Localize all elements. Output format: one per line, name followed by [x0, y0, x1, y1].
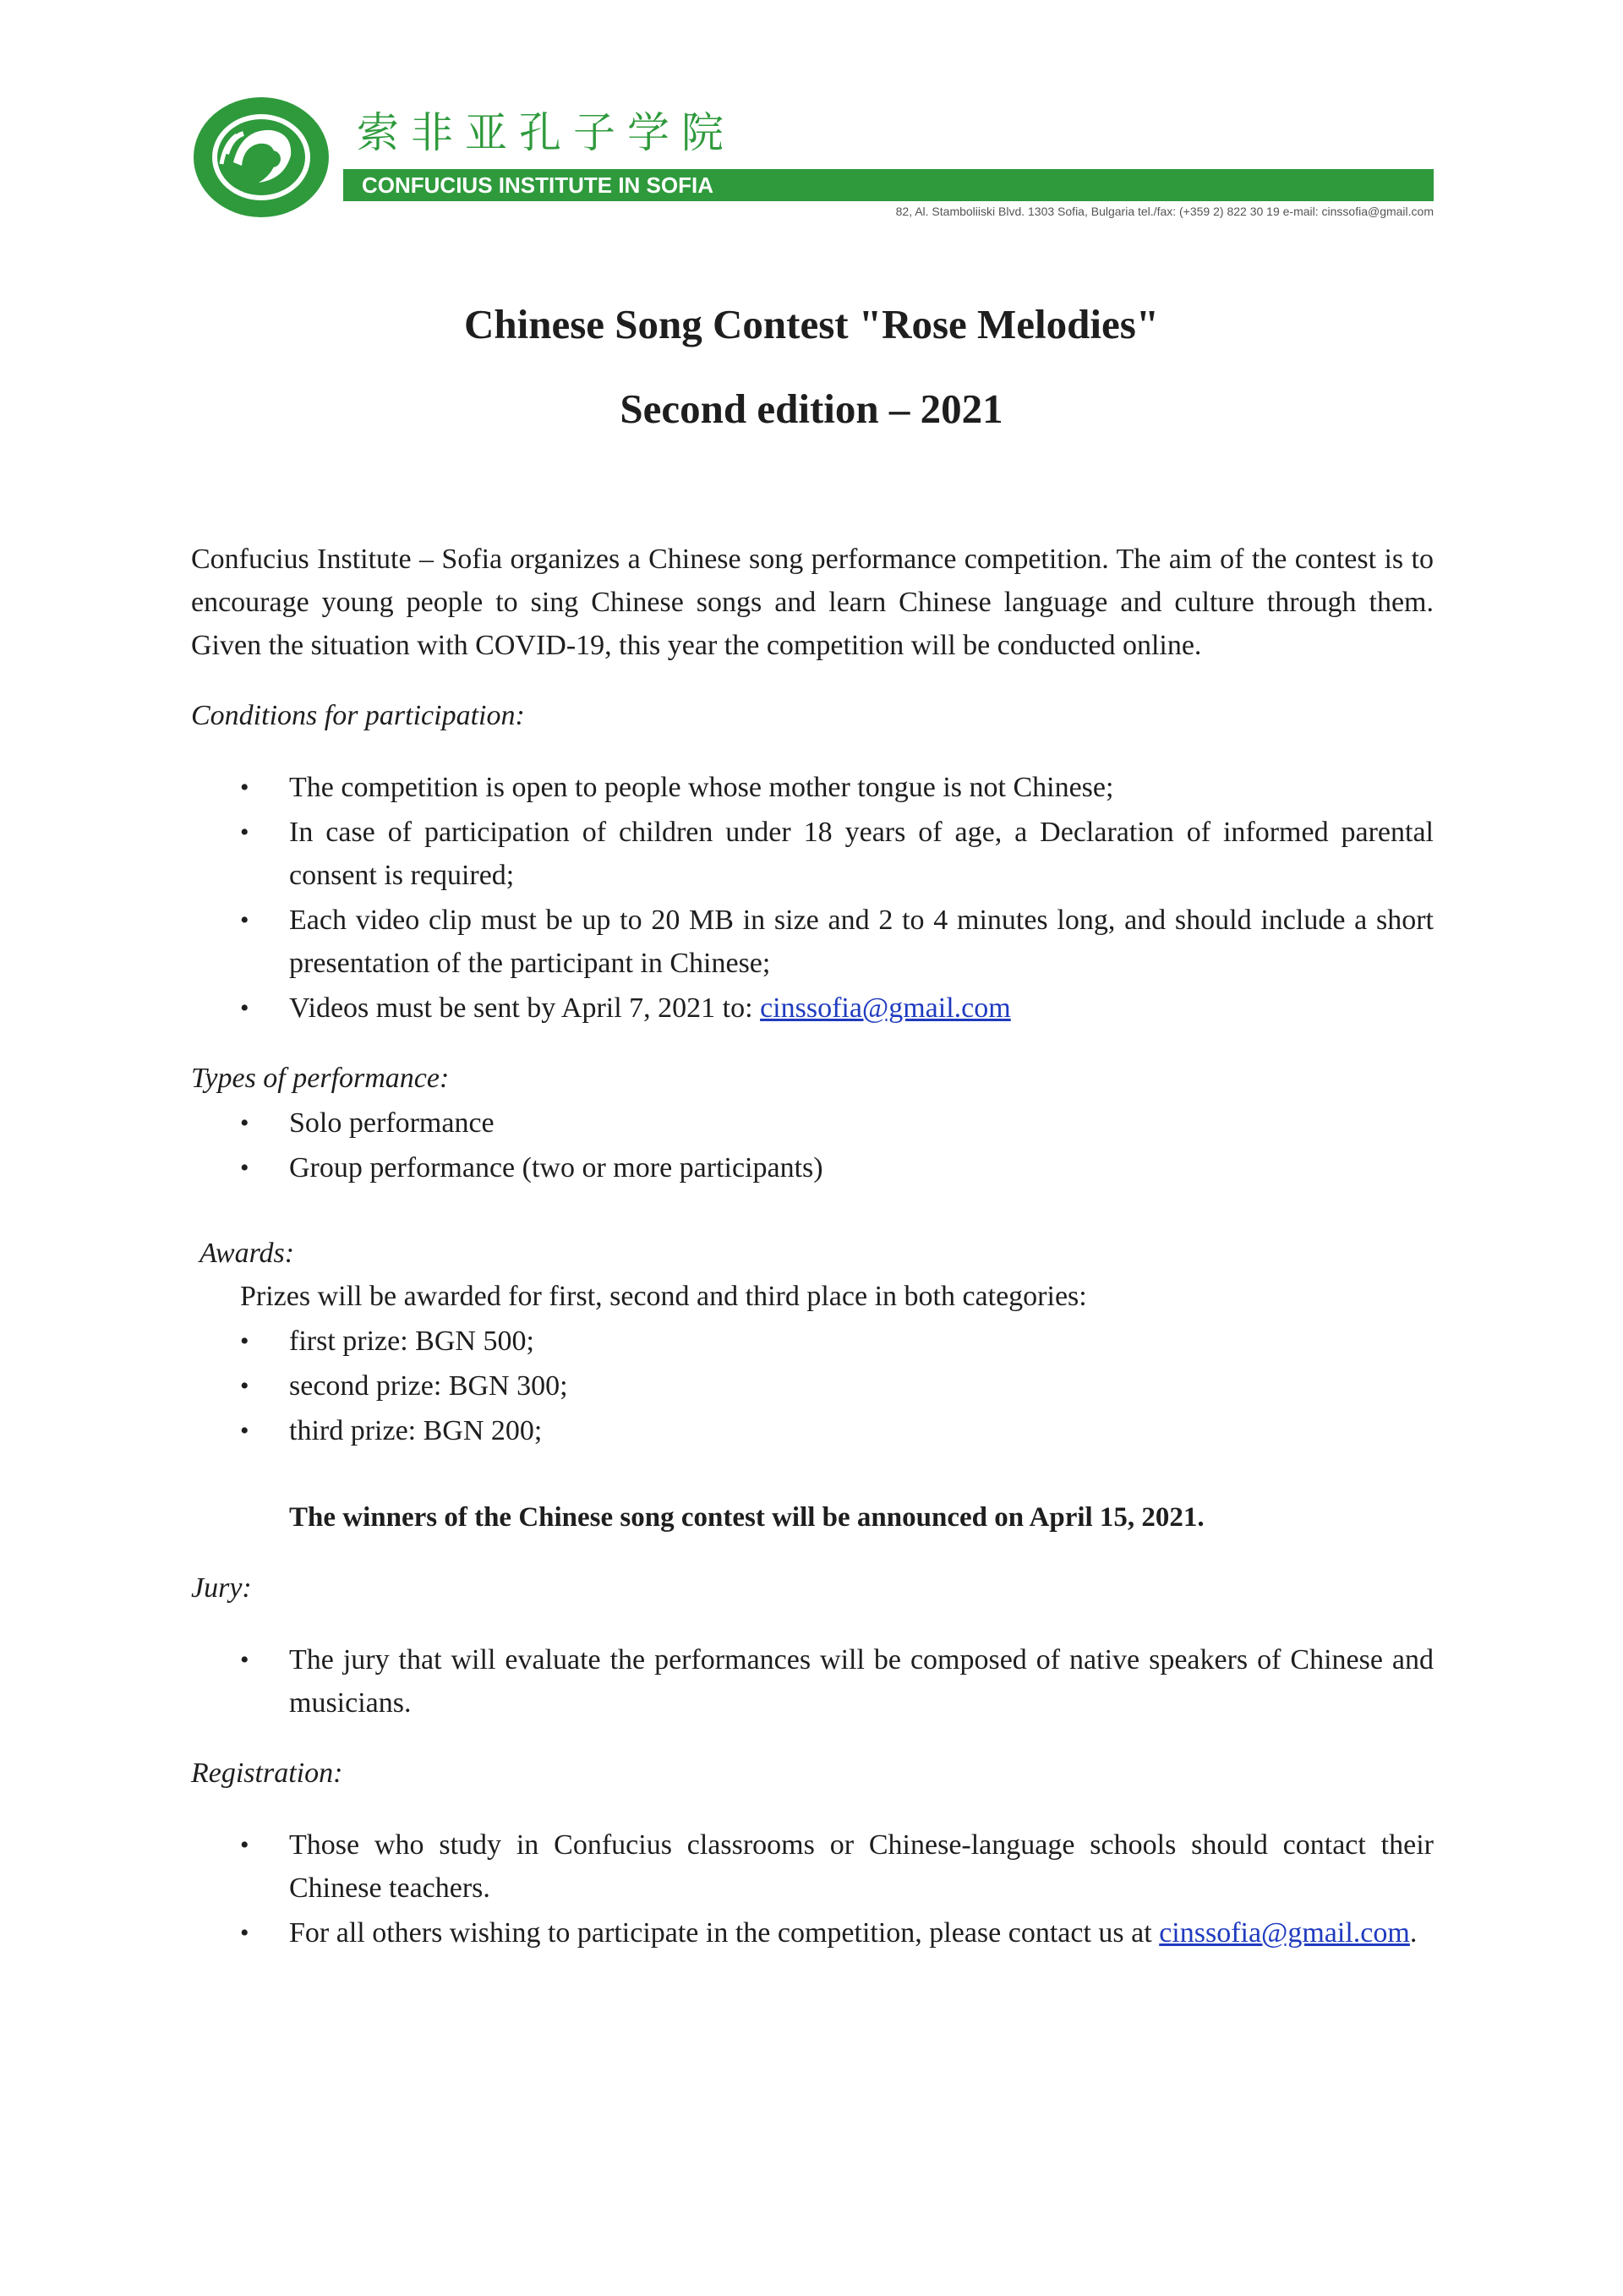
bullet-icon: • — [240, 774, 249, 801]
bullet-icon: • — [240, 1831, 249, 1859]
awards-list — [191, 1320, 1434, 1452]
bullet-icon: • — [240, 1109, 249, 1137]
list-item: • Group performance (two or more participants) — [191, 1146, 1434, 1189]
email-link[interactable]: cinssofia@gmail.com — [1159, 1917, 1410, 1949]
bullet-icon: • — [240, 1646, 249, 1674]
intro-paragraph: Confucius Institute – Sofia organizes a Chinese song performance competition. The aim of the contest is to encourage young people to sing Chinese songs and learn Chinese language and culture through them. Given the situation with COVID-19, this year the competition will be conducted online. — [191, 544, 1434, 661]
chinese-institute-name: 索非亚孔子学院 — [357, 108, 735, 157]
email-link[interactable]: cinssofia@gmail.com — [760, 992, 1011, 1024]
bullet-icon: • — [240, 818, 249, 846]
types-heading: Types of performance: — [191, 1063, 450, 1094]
jury-list — [191, 1638, 1434, 1725]
bullet-icon: • — [240, 1372, 249, 1400]
registration-list — [191, 1823, 1434, 1954]
jury-heading: Jury: — [191, 1572, 252, 1604]
awards-intro: Prizes will be awarded for first, second and third place in both categories: — [240, 1281, 1087, 1312]
bullet-icon: • — [240, 1417, 249, 1445]
brand-bar — [343, 169, 1434, 201]
list-item: • The competition is open to people whose mother tongue is not Chinese; — [191, 766, 1434, 809]
list-item: • Those who study in Confucius classrooms or Chinese-language schools should contact their Chinese teachers. — [191, 1823, 1434, 1910]
list-item: • Each video clip must be up to 20 MB in size and 2 to 4 minutes long, and should include a short presentation of the participant in Chinese; — [191, 899, 1434, 985]
list-item: • first prize: BGN 500; — [191, 1320, 1434, 1363]
list-item: • second prize: BGN 300; — [191, 1364, 1434, 1408]
winners-announcement: The winners of the Chinese song contest will be announced on April 15, 2021. — [289, 1502, 1205, 1533]
bullet-icon: • — [240, 1327, 249, 1355]
list-item: • third prize: BGN 200; — [191, 1409, 1434, 1452]
document-subtitle: Second edition – 2021 — [620, 385, 1003, 432]
list-item: • The jury that will evaluate the performances will be composed of native speakers of Chinese and musicians. — [191, 1638, 1434, 1725]
contact-address: 82, Al. Stamboliiski Blvd. 1303 Sofia, Bulgaria tel./fax: (+359 2) 822 30 19 e-mail: cinssofia@gmail.com — [895, 205, 1434, 218]
document-body — [191, 538, 1434, 1954]
conditions-list — [191, 766, 1434, 1030]
list-item: • For all others wishing to participate in the competition, please contact us at cinssofia@gmail.com. — [191, 1911, 1434, 1954]
bullet-icon: • — [240, 1154, 249, 1182]
types-list — [191, 1102, 1434, 1189]
document-title: Chinese Song Contest "Rose Melodies" — [463, 301, 1160, 347]
brand-bar-text: CONFUCIUS INSTITUTE IN SOFIA — [362, 172, 713, 198]
awards-heading: Awards: — [199, 1238, 295, 1269]
conditions-heading: Conditions for participation: — [191, 700, 525, 731]
bullet-icon: • — [240, 906, 249, 934]
list-item: • Videos must be sent by April 7, 2021 to: cinssofia@gmail.com — [191, 987, 1434, 1030]
list-item: • In case of participation of children under 18 years of age, a Declaration of informed parental consent is required; — [191, 811, 1434, 897]
bullet-icon: • — [240, 1919, 249, 1947]
confucius-institute-logo — [191, 95, 331, 220]
registration-heading: Registration: — [191, 1758, 343, 1789]
bullet-icon: • — [240, 994, 249, 1022]
list-item: • Solo performance — [191, 1102, 1434, 1145]
letterhead — [191, 95, 1434, 221]
